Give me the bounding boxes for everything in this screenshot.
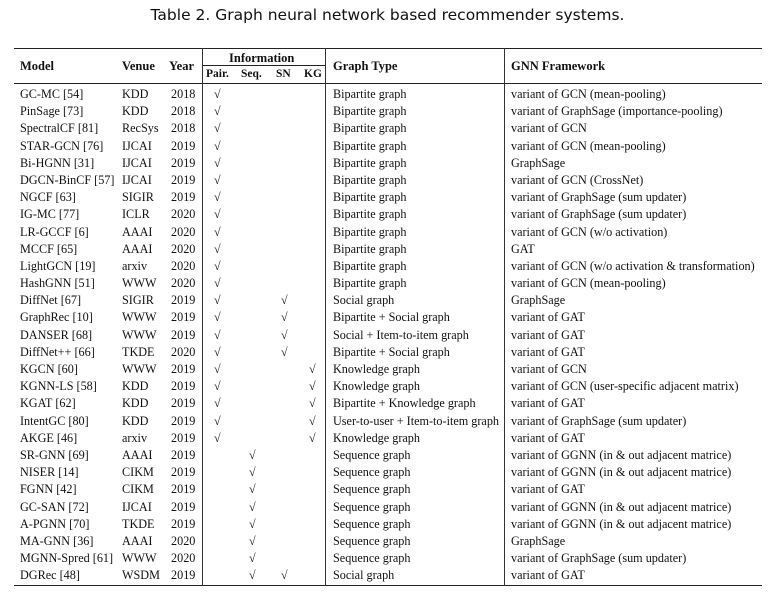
model-cell: A-PGNN [70] [20, 516, 90, 531]
year-cell: 2020 [171, 344, 196, 359]
year-cell: 2019 [171, 447, 196, 462]
graph-type-cell: Bipartite graph [333, 87, 407, 101]
table-row [0, 413, 775, 430]
pair-check-icon: √ [214, 87, 221, 101]
venue-cell: RecSys [122, 121, 159, 136]
year-cell: 2019 [171, 413, 196, 428]
venue-cell: IJCAI [122, 499, 152, 514]
venue-cell: WWW [122, 551, 157, 566]
graph-type-cell: Bipartite graph [333, 224, 407, 239]
table-row [0, 447, 775, 464]
framework-cell: variant of GGNN (in & out adjacent matrice) [511, 499, 732, 514]
seq-check-icon: √ [249, 516, 256, 531]
table-row [0, 395, 775, 412]
framework-cell: variant of GAT [511, 327, 585, 342]
graph-type-cell: Social + Item-to-item graph [333, 327, 469, 342]
header-sn: SN [276, 68, 291, 80]
year-cell: 2019 [171, 379, 196, 394]
table-row [0, 464, 775, 481]
year-cell: 2020 [171, 533, 196, 548]
year-cell: 2018 [171, 104, 196, 119]
graph-type-cell: Knowledge graph [333, 379, 420, 394]
year-cell: 2019 [171, 465, 196, 480]
year-cell: 2019 [171, 362, 196, 376]
sn-check-icon: √ [281, 293, 288, 308]
pair-check-icon: √ [214, 241, 221, 256]
seq-check-icon: √ [249, 447, 256, 462]
pair-check-icon: √ [214, 172, 221, 187]
table-row [0, 567, 775, 584]
sn-check-icon: √ [281, 310, 288, 325]
table-row [0, 189, 775, 206]
graph-type-cell: Sequence graph [333, 482, 411, 497]
seq-check-icon: √ [249, 568, 256, 583]
year-cell: 2019 [171, 516, 196, 531]
graph-type-cell: Bipartite + Social graph [333, 344, 450, 359]
framework-cell: variant of GCN (user-specific adjacent matrix) [511, 379, 739, 394]
venue-cell: AAAI [122, 447, 153, 462]
model-cell: MGNN-Spred [61] [20, 551, 114, 566]
pair-check-icon: √ [214, 293, 221, 308]
model-cell: GC-SAN [72] [20, 499, 89, 514]
header-model: Model [20, 59, 55, 73]
pair-check-icon: √ [214, 104, 221, 119]
table-row [0, 275, 775, 292]
model-cell: GC-MC [54] [20, 87, 84, 101]
framework-cell: variant of GAT [511, 430, 585, 445]
venue-cell: IJCAI [122, 155, 152, 170]
table-row [0, 86, 775, 103]
model-cell: GraphRec [10] [20, 310, 93, 325]
framework-cell: GraphSage [511, 155, 566, 170]
table-caption: Table 2. Graph neural network based recommender systems. [150, 6, 625, 24]
seq-check-icon: √ [249, 533, 256, 548]
table-row [0, 481, 775, 498]
graph-type-cell: User-to-user + Item-to-item graph [333, 413, 500, 428]
framework-cell: variant of GCN [511, 362, 587, 376]
pair-check-icon: √ [214, 396, 221, 411]
venue-cell: SIGIR [122, 190, 154, 205]
framework-cell: variant of GCN (mean-pooling) [511, 138, 666, 153]
graph-type-cell: Sequence graph [333, 533, 411, 548]
year-cell: 2020 [171, 207, 196, 222]
graph-type-cell: Sequence graph [333, 465, 411, 480]
venue-cell: IJCAI [122, 138, 152, 153]
graph-type-cell: Knowledge graph [333, 430, 420, 445]
framework-cell: variant of GCN (CrossNet) [511, 172, 644, 187]
graph-type-cell: Bipartite + Social graph [333, 310, 450, 325]
pair-check-icon: √ [214, 207, 221, 222]
table-row [0, 224, 775, 241]
sn-check-icon: √ [281, 344, 288, 359]
table-row [0, 533, 775, 550]
model-cell: Bi-HGNN [31] [20, 155, 95, 170]
header-rule [14, 83, 762, 84]
framework-cell: variant of GGNN (in & out adjacent matrice) [511, 465, 732, 480]
sn-check-icon: √ [281, 568, 288, 583]
model-cell: DiffNet [67] [20, 293, 82, 308]
model-cell: SR-GNN [69] [20, 447, 89, 462]
seq-check-icon: √ [249, 465, 256, 480]
framework-cell: variant of GCN (mean-pooling) [511, 87, 666, 101]
graph-type-cell: Sequence graph [333, 551, 411, 566]
venue-cell: WWW [122, 327, 157, 342]
venue-cell: CIKM [122, 465, 154, 480]
model-cell: LR-GCCF [6] [20, 224, 89, 239]
venue-cell: KDD [122, 396, 149, 411]
framework-cell: GAT [511, 241, 535, 256]
venue-cell: WWW [122, 310, 157, 325]
year-cell: 2020 [171, 224, 196, 239]
venue-cell: CIKM [122, 482, 154, 497]
sn-check-icon: √ [281, 327, 288, 342]
header-year: Year [169, 59, 194, 73]
framework-cell: variant of GAT [511, 482, 585, 497]
year-cell: 2019 [171, 430, 196, 445]
graph-type-cell: Bipartite graph [333, 207, 407, 222]
venue-cell: AAAI [122, 241, 153, 256]
table-row [0, 516, 775, 533]
kg-check-icon: √ [309, 430, 316, 445]
seq-check-icon: √ [249, 482, 256, 497]
framework-cell: variant of GAT [511, 568, 585, 583]
model-cell: KGAT [62] [20, 396, 76, 411]
table-row [0, 258, 775, 275]
model-cell: AKGE [46] [20, 430, 78, 445]
framework-cell: variant of GCN (w/o activation) [511, 224, 668, 239]
header-kg: KG [304, 68, 322, 80]
year-cell: 2019 [171, 482, 196, 497]
model-cell: PinSage [73] [20, 104, 84, 119]
year-cell: 2018 [171, 121, 196, 136]
model-cell: NISER [14] [20, 465, 79, 480]
table-row [0, 550, 775, 567]
venue-cell: SIGIR [122, 293, 154, 308]
framework-cell: variant of GAT [511, 344, 585, 359]
graph-type-cell: Bipartite graph [333, 241, 407, 256]
graph-type-cell: Bipartite graph [333, 104, 407, 119]
venue-cell: KDD [122, 104, 149, 119]
kg-check-icon: √ [309, 379, 316, 394]
model-cell: MCCF [65] [20, 241, 78, 256]
graph-type-cell: Sequence graph [333, 447, 411, 462]
table-row [0, 241, 775, 258]
year-cell: 2020 [171, 241, 196, 256]
venue-cell: arxiv [122, 430, 148, 445]
pair-check-icon: √ [214, 413, 221, 428]
kg-check-icon: √ [309, 413, 316, 428]
table-row [0, 155, 775, 172]
model-cell: IntentGC [80] [20, 413, 89, 428]
graph-type-cell: Bipartite graph [333, 172, 407, 187]
top-rule [14, 48, 762, 49]
venue-cell: KDD [122, 379, 149, 394]
year-cell: 2018 [171, 87, 196, 101]
pair-check-icon: √ [214, 155, 221, 170]
year-cell: 2020 [171, 276, 196, 291]
venue-cell: TKDE [122, 516, 155, 531]
pair-check-icon: √ [214, 276, 221, 291]
model-cell: SpectralCF [81] [20, 121, 99, 136]
framework-cell: variant of GraphSage (importance-pooling) [511, 104, 723, 119]
header-information: Information [229, 51, 295, 65]
header-gnn-framework: GNN Framework [511, 59, 606, 73]
model-cell: FGNN [42] [20, 482, 77, 497]
graph-type-cell: Bipartite graph [333, 121, 407, 136]
table-row [0, 120, 775, 137]
pair-check-icon: √ [214, 344, 221, 359]
graph-type-cell: Bipartite + Knowledge graph [333, 396, 476, 411]
pair-check-icon: √ [214, 310, 221, 325]
venue-cell: WWW [122, 276, 157, 291]
graph-type-cell: Knowledge graph [333, 362, 420, 376]
year-cell: 2019 [171, 155, 196, 170]
graph-type-cell: Social graph [333, 293, 395, 308]
table-row [0, 344, 775, 361]
model-cell: LightGCN [19] [20, 258, 96, 273]
header-venue: Venue [122, 59, 155, 73]
venue-cell: TKDE [122, 344, 155, 359]
venue-cell: ICLR [122, 207, 150, 222]
graph-type-cell: Sequence graph [333, 499, 411, 514]
year-cell: 2019 [171, 499, 196, 514]
venue-cell: WSDM [122, 568, 160, 583]
seq-check-icon: √ [249, 551, 256, 566]
table-row [0, 138, 775, 155]
venue-cell: WWW [122, 362, 157, 376]
table-row [0, 499, 775, 516]
model-cell: STAR-GCN [76] [20, 138, 104, 153]
venue-cell: KDD [122, 87, 149, 101]
pair-check-icon: √ [214, 121, 221, 136]
pair-check-icon: √ [214, 258, 221, 273]
table-row [0, 361, 775, 378]
pair-check-icon: √ [214, 362, 221, 376]
model-cell: DiffNet++ [66] [20, 344, 95, 359]
kg-check-icon: √ [309, 396, 316, 411]
venue-cell: arxiv [122, 258, 148, 273]
framework-cell: variant of GraphSage (sum updater) [511, 413, 687, 428]
framework-cell: variant of GraphSage (sum updater) [511, 551, 687, 566]
pair-check-icon: √ [214, 430, 221, 445]
framework-cell: GraphSage [511, 533, 566, 548]
pair-check-icon: √ [214, 327, 221, 342]
model-cell: DGRec [48] [20, 568, 80, 583]
venue-cell: AAAI [122, 224, 153, 239]
graph-type-cell: Sequence graph [333, 516, 411, 531]
year-cell: 2019 [171, 172, 196, 187]
framework-cell: variant of GraphSage (sum updater) [511, 207, 687, 222]
model-cell: MA-GNN [36] [20, 533, 94, 548]
pair-check-icon: √ [214, 138, 221, 153]
header-pair: Pair. [206, 68, 229, 80]
framework-cell: variant of GCN (w/o activation & transformation) [511, 258, 755, 273]
table-row [0, 103, 775, 120]
year-cell: 2019 [171, 568, 196, 583]
bottom-rule [14, 585, 762, 586]
year-cell: 2020 [171, 551, 196, 566]
framework-cell: variant of GAT [511, 396, 585, 411]
model-cell: DANSER [68] [20, 327, 93, 342]
kg-check-icon: √ [309, 362, 316, 376]
graph-type-cell: Bipartite graph [333, 190, 407, 205]
table-body [0, 86, 775, 584]
graph-type-cell: Bipartite graph [333, 276, 407, 291]
framework-cell: GraphSage [511, 293, 566, 308]
model-cell: KGCN [60] [20, 362, 78, 376]
year-cell: 2019 [171, 190, 196, 205]
graph-type-cell: Social graph [333, 568, 395, 583]
graph-type-cell: Bipartite graph [333, 138, 407, 153]
year-cell: 2019 [171, 327, 196, 342]
year-cell: 2019 [171, 293, 196, 308]
venue-cell: IJCAI [122, 172, 152, 187]
framework-cell: variant of GCN [511, 121, 587, 136]
table-row [0, 378, 775, 395]
pair-check-icon: √ [214, 379, 221, 394]
model-cell: KGNN-LS [58] [20, 379, 97, 394]
table-row [0, 172, 775, 189]
header-seq: Seq. [241, 68, 262, 80]
framework-cell: variant of GAT [511, 310, 585, 325]
header-graph-type: Graph Type [333, 59, 398, 73]
year-cell: 2019 [171, 396, 196, 411]
framework-cell: variant of GraphSage (sum updater) [511, 190, 687, 205]
venue-cell: AAAI [122, 533, 153, 548]
year-cell: 2019 [171, 310, 196, 325]
pair-check-icon: √ [214, 224, 221, 239]
venue-cell: KDD [122, 413, 149, 428]
year-cell: 2020 [171, 258, 196, 273]
year-cell: 2019 [171, 138, 196, 153]
table-row [0, 309, 775, 326]
graph-type-cell: Bipartite graph [333, 258, 407, 273]
pair-check-icon: √ [214, 190, 221, 205]
model-cell: IG-MC [77] [20, 207, 80, 222]
table-row [0, 430, 775, 447]
model-cell: DGCN-BinCF [57] [20, 172, 115, 187]
framework-cell: variant of GGNN (in & out adjacent matrice) [511, 516, 732, 531]
framework-cell: variant of GGNN (in & out adjacent matrice) [511, 447, 732, 462]
model-cell: NGCF [63] [20, 190, 76, 205]
table-row [0, 292, 775, 309]
seq-check-icon: √ [249, 499, 256, 514]
framework-cell: variant of GCN (mean-pooling) [511, 276, 666, 291]
model-cell: HashGNN [51] [20, 276, 95, 291]
table-row [0, 327, 775, 344]
table-row [0, 206, 775, 223]
graph-type-cell: Bipartite graph [333, 155, 407, 170]
